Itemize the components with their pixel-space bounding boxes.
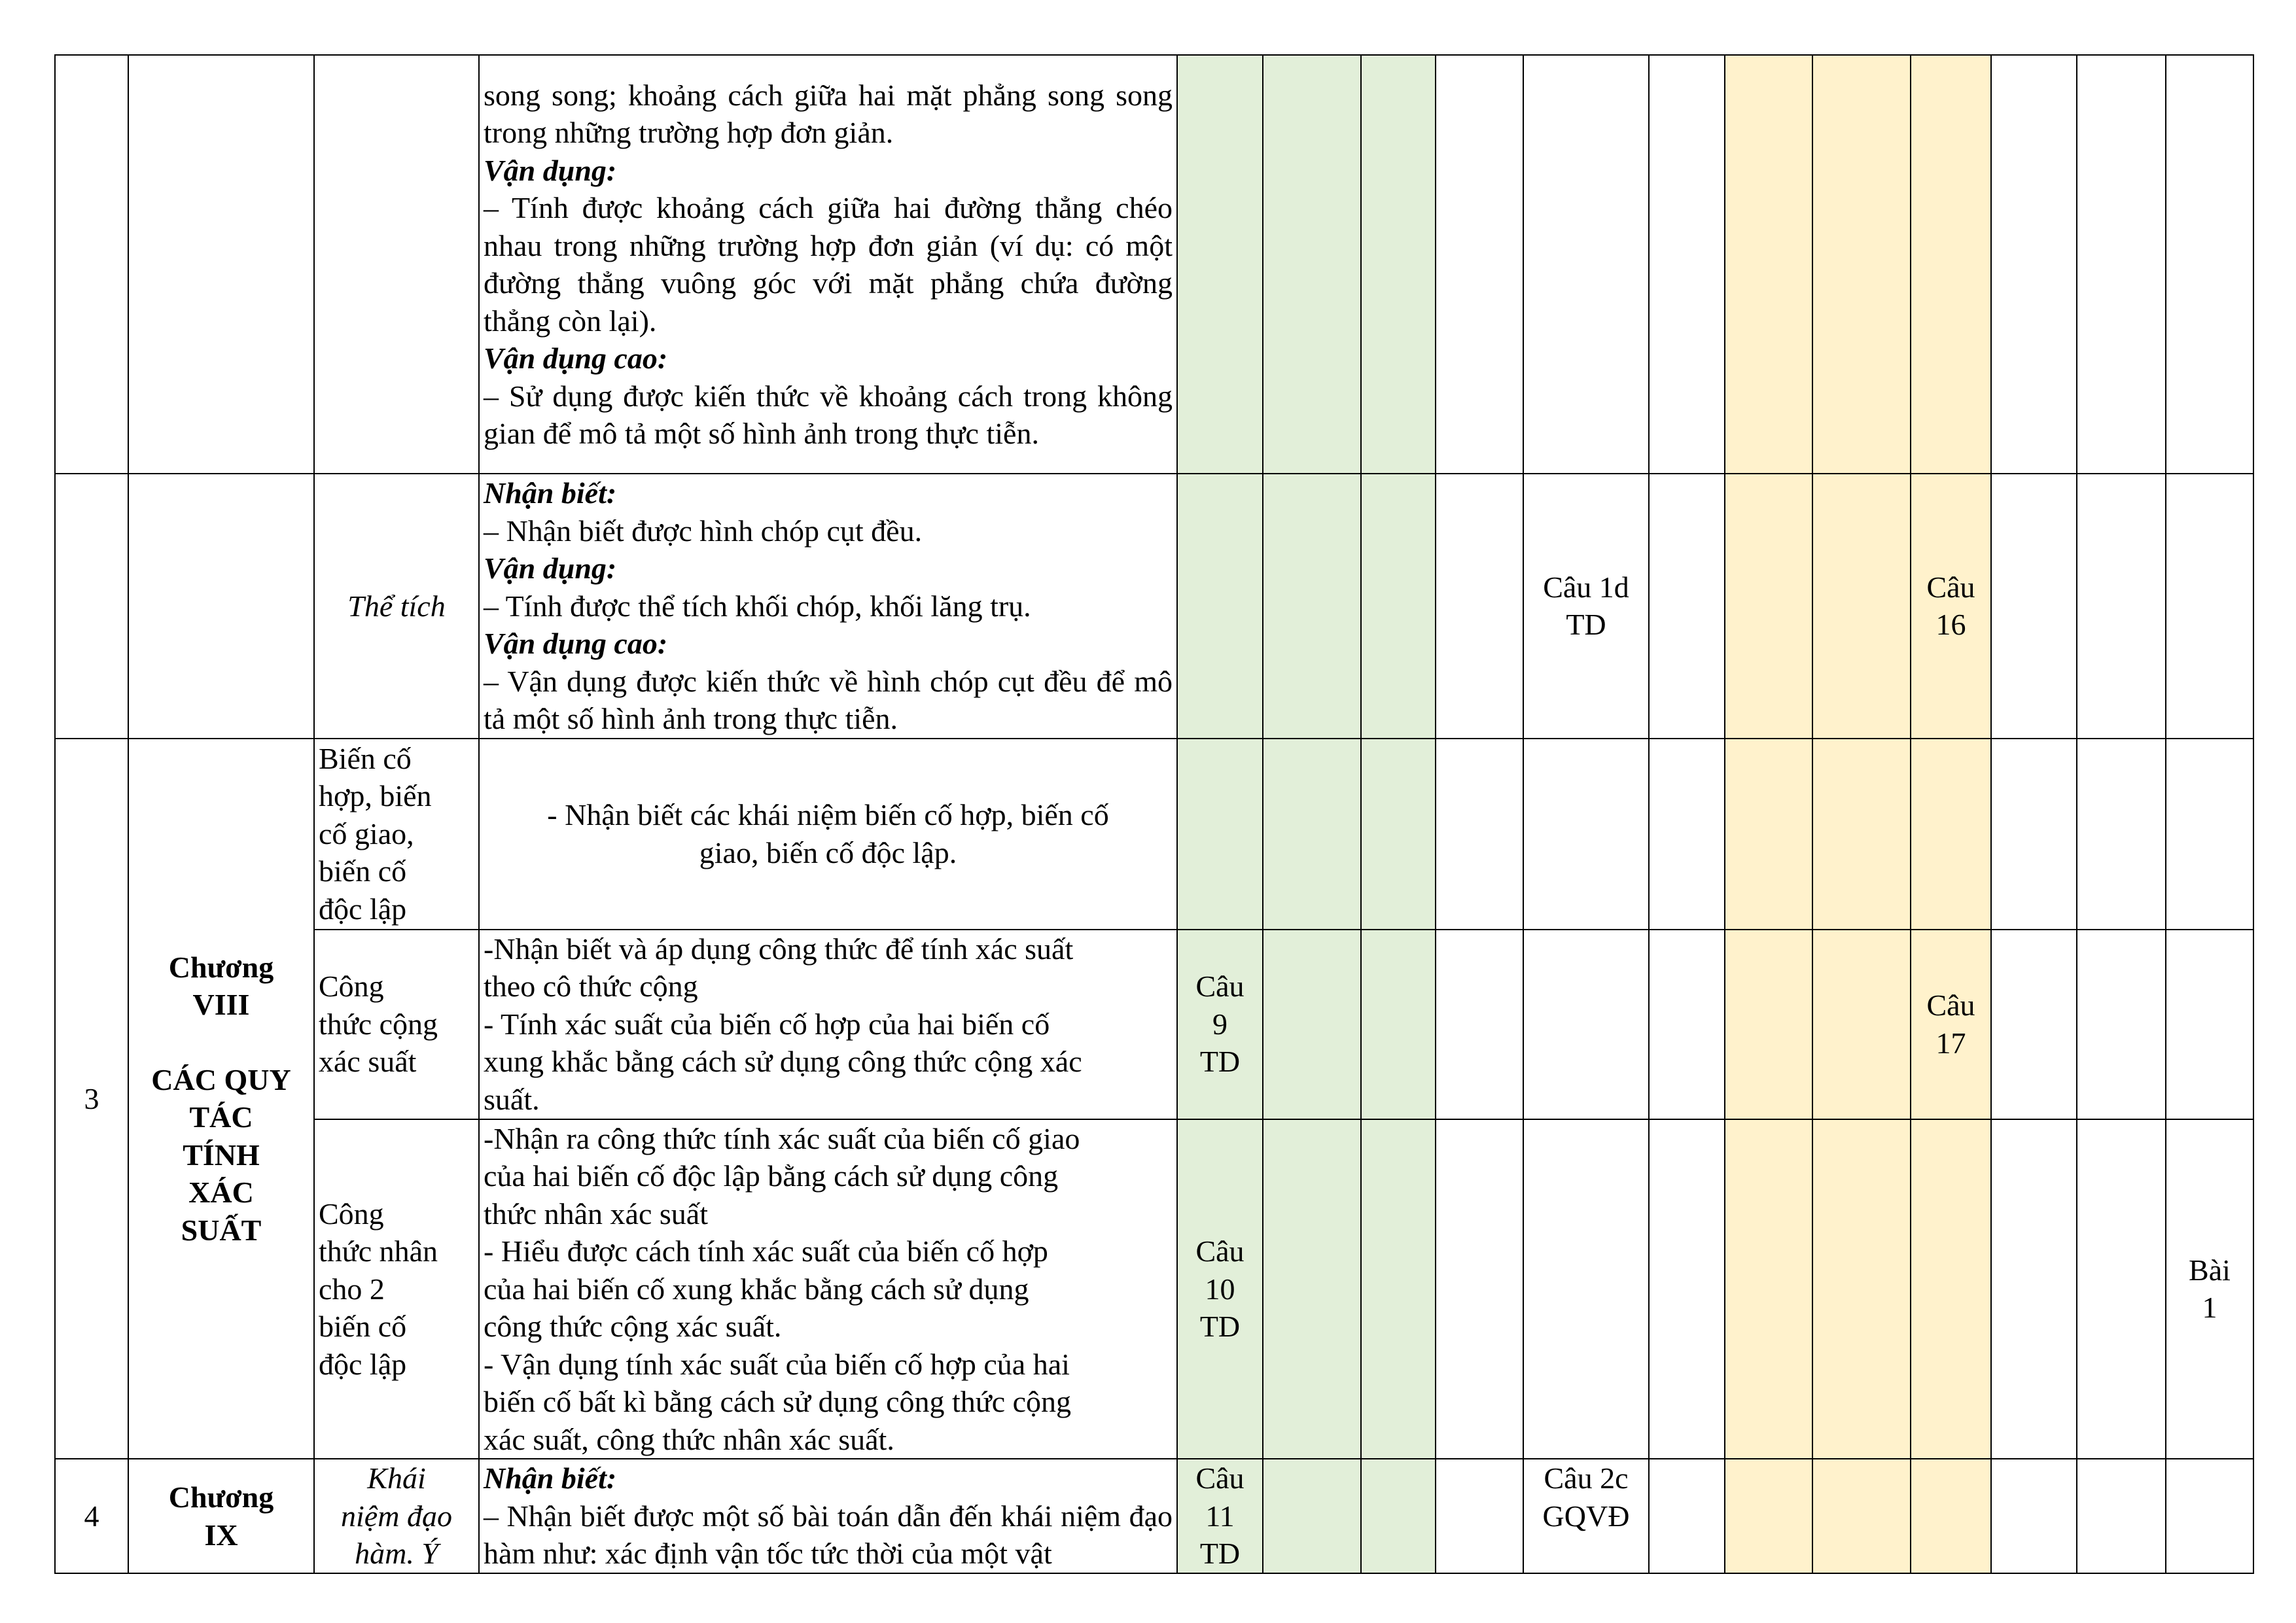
chapter-title-line: TÍNH: [183, 1138, 260, 1172]
mc-understand-cell: [1263, 739, 1361, 930]
essay-number: 1: [2202, 1291, 2217, 1325]
content-text: Thể tích: [347, 589, 446, 623]
requirement-text: – Sử dụng được kiến thức về khoảng cách trong không gian để mô tả một số hình ảnh trong thực tiễn.: [484, 379, 1173, 450]
chapter-number: IX: [204, 1518, 238, 1552]
competency-code: TD: [1199, 1045, 1241, 1079]
requirement-text: – Tính được thể tích khối chóp, khối lăng trụ.: [484, 589, 1031, 623]
short-apply-cell: [1911, 1459, 1991, 1573]
chapter-label: Chương: [168, 1480, 274, 1514]
short-understand-cell: [1812, 930, 1911, 1119]
question-ref: Câu 1d: [1543, 570, 1629, 604]
short-apply-cell: [1911, 474, 1991, 739]
tf-know-cell: [1436, 1119, 1523, 1459]
chapter-title-line: CÁC QUY: [151, 1062, 291, 1096]
short-understand-cell: [1812, 55, 1911, 474]
content-text: hàm. Ý: [355, 1537, 438, 1571]
tf-know-cell: [1436, 739, 1523, 930]
chapter-number: VIII: [192, 988, 250, 1021]
mc-understand-cell: [1263, 1119, 1361, 1459]
mc-understand-cell: [1263, 1459, 1361, 1573]
table-row: [55, 1459, 2296, 1573]
content-text: Công: [319, 969, 384, 1003]
chapter-label: Chương: [168, 950, 274, 984]
requirement-text: – Nhận biết được hình chóp cụt đều.: [484, 514, 923, 548]
tf-apply-cell: [1649, 1459, 1725, 1573]
essay-apply-cell: [2166, 55, 2253, 474]
essay-know-cell: [1991, 1459, 2077, 1573]
requirement-text: - Hiểu được cách tính xác suất của biến cố hợp: [484, 1234, 1048, 1268]
requirement-text: biến cố bất kì bằng cách sử dụng công thức cộng: [484, 1385, 1072, 1418]
essay-know-cell: [1991, 1119, 2077, 1459]
mc-know-cell: [1177, 930, 1263, 1119]
essay-ref: Bài: [2189, 1253, 2231, 1287]
content-text: hợp, biến: [319, 779, 432, 813]
table-row: [55, 930, 2296, 1119]
essay-apply-cell: [2166, 1119, 2253, 1459]
mc-apply-cell: [1361, 1459, 1436, 1573]
requirement-text: – Tính được khoảng cách giữa hai đường thẳng chéo nhau trong những trường hợp đơn giản (ví dụ: có một đường thẳng vuông góc với mặt phẳng chứa đường thẳng còn lại).: [484, 191, 1173, 338]
content-text: biến cố: [319, 854, 407, 888]
table-row: [55, 474, 2296, 739]
mc-know-cell: [1177, 55, 1263, 474]
requirement-text: - Tính xác suất của biến cố hợp của hai biến cố: [484, 1007, 1050, 1041]
mc-apply-cell: [1361, 55, 1436, 474]
requirement-text: – Vận dụng được kiến thức về hình chóp cụt đều để mô tả một số hình ảnh trong thực tiễn.: [484, 664, 1173, 735]
question-number: 17: [1935, 1026, 1966, 1060]
mc-apply-cell: [1361, 739, 1436, 930]
short-know-cell: [1725, 739, 1812, 930]
level-label-apply: Vận dụng:: [484, 551, 617, 585]
requirement-text: - Vận dụng tính xác suất của biến cố hợp của hai: [484, 1347, 1070, 1381]
content-text: cho 2: [319, 1272, 385, 1306]
question-ref: Câu: [1195, 969, 1245, 1003]
question-number: 11: [1205, 1499, 1235, 1533]
content-text: niệm đạo: [341, 1499, 452, 1533]
question-ref: Câu: [1926, 988, 1975, 1022]
content-cell: [314, 1119, 479, 1459]
essay-understand-cell: [2077, 930, 2166, 1119]
mc-understand-cell: [1263, 474, 1361, 739]
essay-know-cell: [1991, 930, 2077, 1119]
requirement-cell: [479, 739, 1177, 930]
competency-code: TD: [1566, 608, 1606, 642]
level-label-know: Nhận biết:: [484, 1461, 617, 1495]
row-number: 3: [84, 1081, 99, 1115]
mc-apply-cell: [1361, 1119, 1436, 1459]
short-apply-cell: [1911, 55, 1991, 474]
essay-understand-cell: [2077, 739, 2166, 930]
question-ref: Câu: [1195, 1234, 1245, 1268]
question-number: 9: [1212, 1007, 1227, 1041]
table-row: [55, 55, 2296, 474]
tf-know-cell: [1436, 930, 1523, 1119]
question-ref: Câu 2c: [1544, 1461, 1629, 1495]
requirement-text: giao, biến cố độc lập.: [699, 835, 957, 869]
level-label-high: Vận dụng cao:: [484, 341, 668, 375]
essay-understand-cell: [2077, 474, 2166, 739]
mc-apply-cell: [1361, 930, 1436, 1119]
content-text: độc lập: [319, 892, 407, 926]
requirement-cell: [479, 930, 1177, 1119]
matrix-specification-table: [54, 54, 2296, 1574]
requirement-text: song song; khoảng cách giữa hai mặt phẳng song song trong những trường hợp đơn giản.: [484, 78, 1173, 149]
essay-understand-cell: [2077, 1119, 2166, 1459]
question-ref: Câu: [1195, 1461, 1245, 1495]
content-text: độc lập: [319, 1347, 407, 1381]
mc-understand-cell: [1263, 55, 1361, 474]
requirement-cell: [479, 55, 1177, 474]
question-number: 10: [1205, 1272, 1235, 1306]
short-know-cell: [1725, 1119, 1812, 1459]
tf-understand-cell: [1523, 930, 1649, 1119]
short-understand-cell: [1812, 1459, 1911, 1573]
short-apply-cell: [1911, 739, 1991, 930]
essay-know-cell: [1991, 474, 2077, 739]
tf-understand-cell: [1523, 474, 1649, 739]
row-number: 4: [84, 1499, 99, 1533]
requirement-text: xác suất, công thức nhân xác suất.: [484, 1422, 894, 1456]
question-number: 16: [1935, 608, 1966, 642]
content-text: Công: [319, 1196, 384, 1230]
short-understand-cell: [1812, 1119, 1911, 1459]
short-know-cell: [1725, 55, 1812, 474]
tf-apply-cell: [1649, 474, 1725, 739]
chapter-title-line: TÁC: [189, 1100, 253, 1134]
content-text: Biến cố: [319, 741, 412, 775]
competency-code: GQVĐ: [1542, 1499, 1630, 1533]
chapter-cell: [128, 1459, 314, 1573]
tf-understand-cell: [1523, 1459, 1649, 1573]
essay-know-cell: [1991, 739, 2077, 930]
tf-know-cell: [1436, 1459, 1523, 1573]
mc-understand-cell: [1263, 930, 1361, 1119]
requirement-text: -Nhận biết và áp dụng công thức để tính xác suất: [484, 932, 1074, 966]
requirement-text: công thức cộng xác suất.: [484, 1310, 782, 1343]
content-text: biến cố: [319, 1310, 407, 1343]
chapter-cell: [128, 55, 314, 474]
content-cell: [314, 55, 479, 474]
requirement-text: xung khắc bằng cách sử dụng công thức cộng xác: [484, 1045, 1082, 1079]
short-understand-cell: [1812, 739, 1911, 930]
requirement-text: thức nhân xác suất: [484, 1196, 708, 1230]
content-text: xác suất: [319, 1045, 417, 1079]
chapter-title-line: SUẤT: [181, 1213, 262, 1247]
essay-know-cell: [1991, 55, 2077, 474]
chapter-cell: [128, 739, 314, 1459]
row-number-cell: [55, 474, 128, 739]
requirement-text: suất.: [484, 1082, 540, 1116]
table-row: [55, 739, 2296, 930]
requirement-text: theo cô thức cộng: [484, 969, 698, 1003]
content-text: Khái: [367, 1461, 426, 1495]
mc-know-cell: [1177, 1459, 1263, 1573]
competency-code: TD: [1199, 1310, 1241, 1343]
tf-understand-cell: [1523, 739, 1649, 930]
row-number-cell: [55, 739, 128, 1459]
question-ref: Câu: [1926, 570, 1975, 604]
requirement-cell: [479, 1459, 1177, 1573]
chapter-cell: [128, 474, 314, 739]
essay-apply-cell: [2166, 1459, 2253, 1573]
short-understand-cell: [1812, 474, 1911, 739]
tf-apply-cell: [1649, 55, 1725, 474]
competency-code: TD: [1199, 1537, 1241, 1571]
tf-understand-cell: [1523, 1119, 1649, 1459]
mc-apply-cell: [1361, 474, 1436, 739]
requirement-text: của hai biến cố xung khắc bằng cách sử dụng: [484, 1272, 1029, 1306]
short-know-cell: [1725, 474, 1812, 739]
tf-apply-cell: [1649, 930, 1725, 1119]
content-cell: [314, 474, 479, 739]
content-text: thức nhân: [319, 1234, 438, 1268]
content-text: cố giao,: [319, 816, 414, 850]
table-row: [55, 1119, 2296, 1459]
essay-understand-cell: [2077, 55, 2166, 474]
requirement-text: - Nhận biết các khái niệm biến cố hợp, biến cố: [547, 798, 1109, 831]
tf-apply-cell: [1649, 1119, 1725, 1459]
level-label-know: Nhận biết:: [484, 476, 617, 510]
mc-know-cell: [1177, 739, 1263, 930]
row-number-cell: [55, 1459, 128, 1573]
row-number-cell: [55, 55, 128, 474]
short-know-cell: [1725, 1459, 1812, 1573]
requirement-text: – Nhận biết được một số bài toán dẫn đến khái niệm đạo hàm như: xác định vận tốc tức thời của một vật: [484, 1499, 1173, 1570]
chapter-title-line: XÁC: [188, 1176, 254, 1209]
essay-apply-cell: [2166, 739, 2253, 930]
content-cell: [314, 1459, 479, 1573]
tf-know-cell: [1436, 474, 1523, 739]
mc-know-cell: [1177, 474, 1263, 739]
level-label-high: Vận dụng cao:: [484, 627, 668, 660]
essay-understand-cell: [2077, 1459, 2166, 1573]
tf-know-cell: [1436, 55, 1523, 474]
requirement-cell: [479, 1119, 1177, 1459]
requirement-text: của hai biến cố độc lập bằng cách sử dụng công: [484, 1159, 1059, 1193]
content-text: thức cộng: [319, 1007, 438, 1041]
short-apply-cell: [1911, 1119, 1991, 1459]
tf-apply-cell: [1649, 739, 1725, 930]
essay-apply-cell: [2166, 474, 2253, 739]
requirement-cell: [479, 474, 1177, 739]
mc-know-cell: [1177, 1119, 1263, 1459]
content-cell: [314, 739, 479, 930]
level-label-apply: Vận dụng:: [484, 153, 617, 187]
content-cell: [314, 930, 479, 1119]
short-apply-cell: [1911, 930, 1991, 1119]
tf-understand-cell: [1523, 55, 1649, 474]
requirement-text: -Nhận ra công thức tính xác suất của biến cố giao: [484, 1121, 1080, 1155]
short-know-cell: [1725, 930, 1812, 1119]
essay-apply-cell: [2166, 930, 2253, 1119]
